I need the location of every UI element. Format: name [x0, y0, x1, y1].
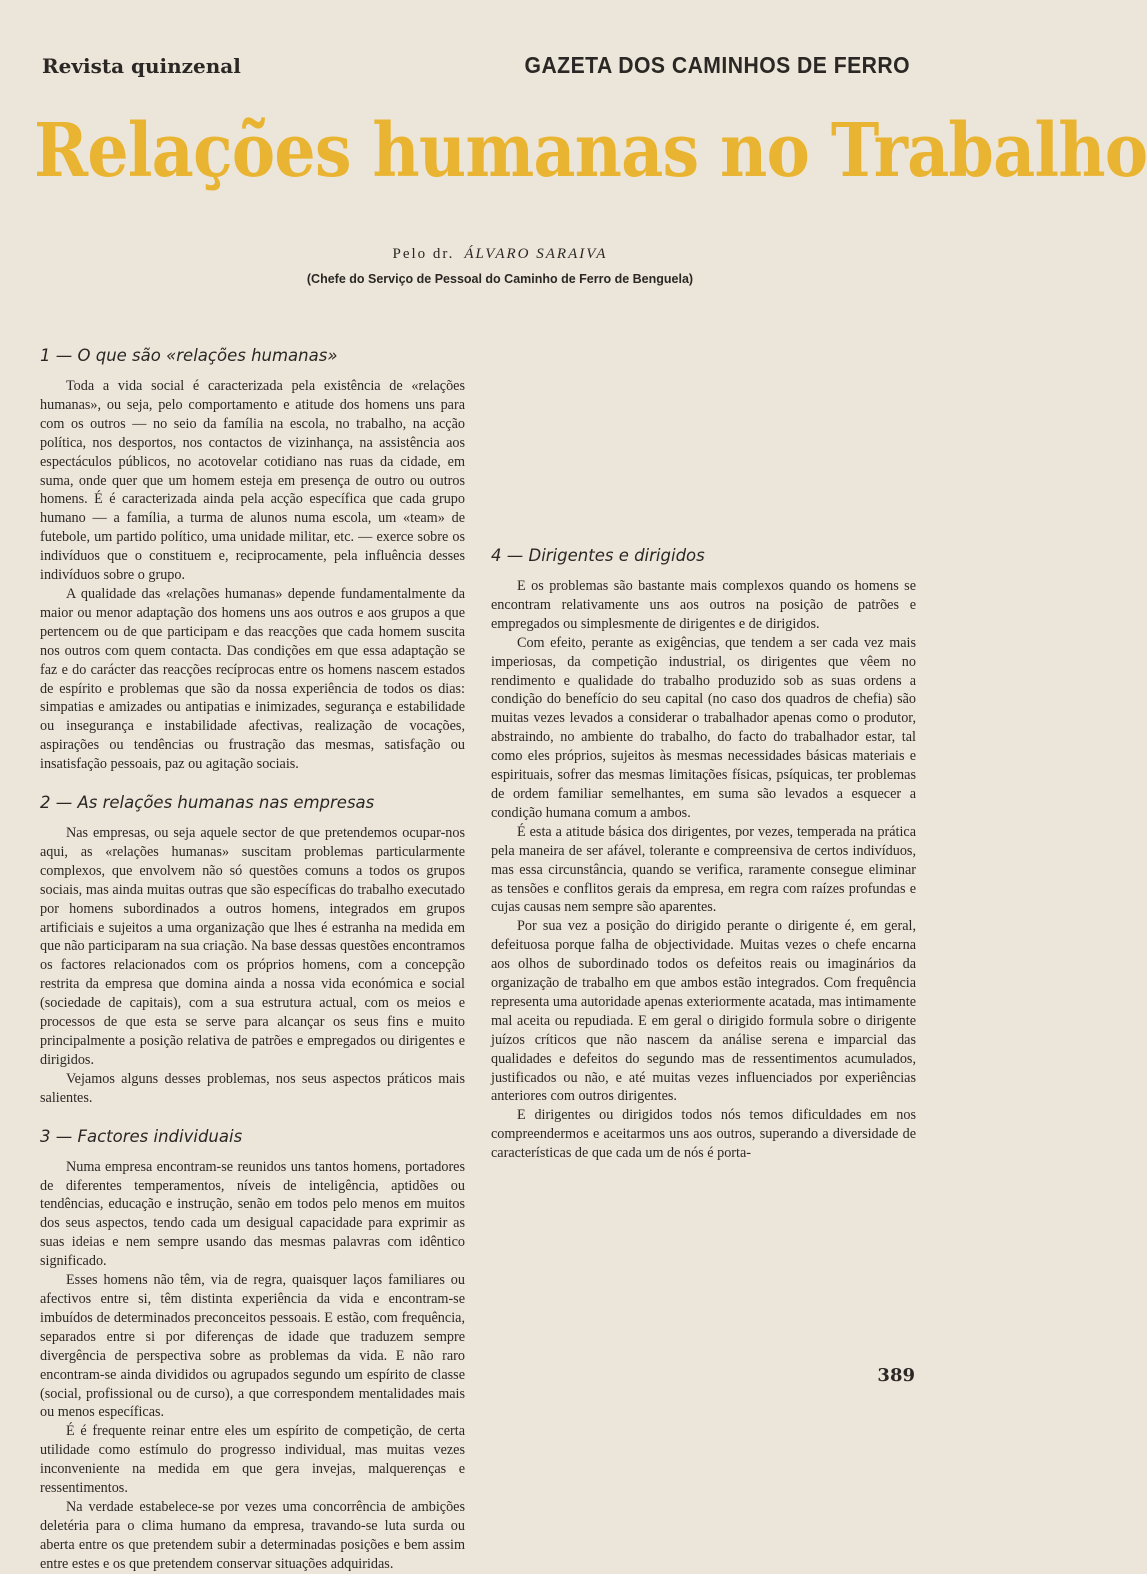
paragraph: É é frequente reinar entre eles um espírito de competição, de certa utilidade como estímulo do progresso individual, mas muitas vezes inconveniente na medida em que gera invejas, malquerenças e ressentimentos. — [40, 1423, 465, 1497]
paragraph: Vejamos alguns desses problemas, nos seus aspectos práticos mais salientes. — [40, 1070, 465, 1106]
paragraph: Esses homens não têm, via de regra, quaisquer laços familiares ou afectivos entre si, têm distinta experiência da vida e encontram-se imbuídos de determinados preconceitos pessoais. E estão, com frequência, separados entre si por diferenças de idade que traduzem sempre divergência de perspectiva sobre as problemas da vida. E não raro encontram-se ainda divididos ou agrupados segundo um espírito de classe (social, profissional ou de curso), a que correspondem mentalidades mais ou menos específicas. — [40, 1272, 465, 1421]
page-number: 389 — [877, 1365, 915, 1386]
header-right: GAZETA DOS CAMINHOS DE FERRO — [524, 52, 910, 78]
paragraph: Por sua vez a posição do dirigido perante o dirigente é, em geral, defeituosa porque falha de objectividade. Muitas vezes o chefe encarna aos olhos de subordinado todos os defeitos reais ou imaginários da organização de trabalho em que ambos estão integrados. Com frequência representa uma autoridade apenas exteriormente acatada, mas intimamente mal aceita ou repudiada. E em geral o dirigido formula sobre o dirigente juízos críticos que não nascem da análise serena e imparcial das qualidades e defeitos do segundo mas de ressentimentos acumulados, justificados ou não, e até muitas vezes influenciados por experiências anteriores com outros dirigentes. — [491, 918, 916, 1105]
byline-prefix: Pelo dr. — [392, 246, 455, 262]
paragraph: Toda a vida social é caracterizada pela existência de «relações humanas», ou seja, pelo comportamento e atitude dos homens uns para com os outros — no seio da família na escola, no trabalho, na acção política, nos desportos, nos contactos de vizinhança, na assistência aos espectáculos públicos, no acotovelar cotidiano nas ruas da cidade, em suma, onde quer que um homem esteja em presença de outro ou outros homens. É é caracterizada ainda pela acção específica que cada grupo humano — a família, a turma de alunos numa escola, um «team» de futebole, um partido político, uma unidade militar, etc. — exerce sobre os indivíduos que o constituem e, reciprocamente, pela influência desses indivíduos sobre o grupo. — [40, 378, 465, 584]
header-left: Revista quinzenal — [42, 54, 241, 78]
right-column — [491, 545, 916, 1163]
left-column — [40, 345, 465, 1574]
section-2-heading: 2 — As relações humanas nas empresas — [40, 793, 375, 813]
paragraph: E dirigentes ou dirigidos todos nós temos dificuldades em nos compreendermos e aceitarmos uns aos outros, superando a diversidade de características de que cada um de nós é porta- — [491, 1107, 916, 1162]
author-affiliation: (Chefe do Serviço de Pessoal do Caminho de Ferro de Benguela) — [306, 272, 694, 286]
byline — [0, 246, 1000, 263]
paragraph: Na verdade estabelece-se por vezes uma concorrência de ambições deletéria para o clima humano da empresa, travando-se luta surda ou aberta entre os que pretendem subir a determinadas posições e bem assim entre estes e os que pretendem conservar situações adquiridas. — [40, 1498, 465, 1572]
paragraph: E os problemas são bastante mais complexos quando os homens se encontram relativamente uns aos outros na posição de patrões e empregados ou simplesmente de dirigentes e de dirigidos. — [491, 578, 916, 632]
author-name: ÁLVARO SARAIVA — [464, 246, 608, 262]
paragraph: É esta a atitude básica dos dirigentes, por vezes, temperada na prática pela maneira de ser afável, tolerante e compreensiva de certos indivíduos, mas essa circunstância, quando se verifica, raramente consegue eliminar as tensões e conflitos gerais da empresa, em regra com raízes profundas e cujas causas nem sempre são aparentes. — [491, 823, 916, 916]
section-3-heading: 3 — Factores individuais — [40, 1126, 243, 1146]
section-4-heading: 4 — Dirigentes e dirigidos — [491, 546, 705, 565]
paragraph: A qualidade das «relações humanas» depende fundamentalmente da maior ou menor adaptação dos homens uns aos outros e aos grupos a que pertencem ou de que participam e das reacções que cada homem suscita nos outros com quem contacta. Das condições em que essa adaptação se faz e do carácter das reacções recíprocas entre os homens nascem estados de espírito e problemas que são da nossa experiência de todos os dias: simpatias e amizades ou antipatias e inimizades, segurança e estabilidade ou insegurança e instabilidade afectivas, realização de vocações, aspirações ou tendências ou frustração das mesmas, satisfação ou insatisfação pessoais, paz ou agitação sociais. — [40, 585, 465, 773]
section-1-heading: 1 — O que são «relações humanas» — [40, 346, 338, 365]
paragraph: Numa empresa encontram-se reunidos uns tantos homens, portadores de diferentes temperamentos, níveis de inteligência, aptidões ou tendências, educação e instrução, senão em todos pelo menos em muitos dos seus aspectos, tendo cada um desigual capacidade para exprimir as suas ideias e nem sempre usando das mesmas palavras com idêntico significado. — [40, 1158, 465, 1270]
paragraph: Nas empresas, ou seja aquele sector de que pretendemos ocupar-nos aqui, as «relações humanas» suscitam problemas particularmente complexos, que envolvem não só questões comuns a todos os grupos sociais, mas ainda muitas outras que são específicas do trabalho executado por homens subordinados a outros homens, integrados em grupos artificiais e sujeitos a uma organização que lhes é estranha na medida em que não participaram na sua criação. Na base dessas questões encontramos os factores relacionados com os próprios homens, com a concepção restrita da empresa que domina ainda a nossa vida económica e social (sociedade de capitais), com a sua estrutura actual, com os meios e processos de que esta se serve para alcançar os seus fins e muito principalmente a posição relativa de patrões e empregados ou dirigentes e dirigidos. — [40, 825, 465, 1068]
paragraph: Com efeito, perante as exigências, que tendem a ser cada vez mais imperiosas, da competição industrial, os dirigentes que vêem no rendimento e qualidade do trabalho produzido sob as suas ordens a condição do benefício do seu capital (no caso dos quadros de chefia) são muitas vezes levados a considerar o trabalhador apenas como o produtor, abstraindo, no ambiente do trabalho, do facto do trabalhador estar, tal como eles próprios, sujeitos às mesmas necessidades básicas materiais e espirituais, sofrer das mesmas limitações físicas, psíquicas, ter problemas de ordem familiar semelhantes, em suma são levados a esquecer a condição humana comum a ambos. — [491, 634, 916, 821]
article-title: Relações humanas no Trabalho — [34, 108, 1147, 194]
